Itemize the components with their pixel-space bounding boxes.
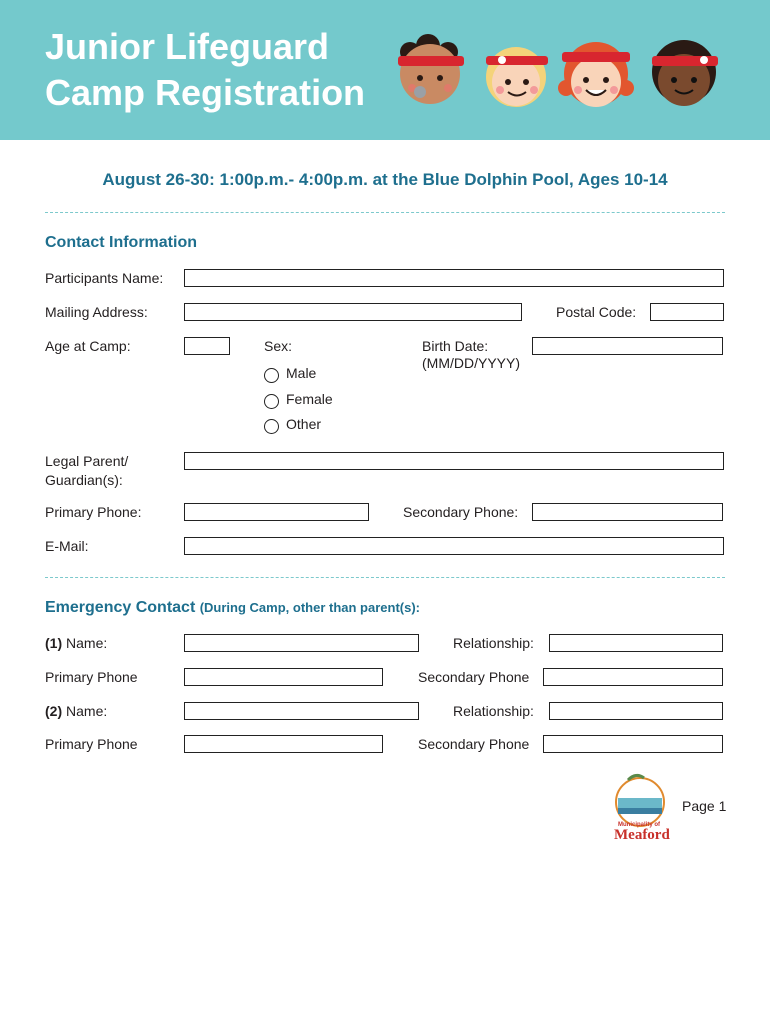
age-field[interactable]: [184, 337, 230, 355]
emergency-2-secondary-phone-label: Secondary Phone: [418, 736, 530, 752]
kid-face-2-icon: [486, 47, 548, 107]
secondary-phone-label: Secondary Phone:: [403, 504, 519, 520]
email-field[interactable]: [184, 537, 724, 555]
mailing-address-label: Mailing Address:: [45, 304, 148, 320]
sex-other-radio[interactable]: [264, 419, 279, 434]
postal-code-label: Postal Code:: [556, 304, 637, 320]
sex-male-radio[interactable]: [264, 368, 279, 383]
emergency-1-name-field[interactable]: [184, 634, 419, 652]
lifeguard-kids-illustration-icon: [386, 22, 726, 112]
contact-section-heading: Contact Information: [45, 234, 197, 251]
emergency-1-name-text: Name:: [62, 635, 108, 651]
emergency-1-secondary-phone-label: Secondary Phone: [418, 669, 530, 685]
header-banner: [0, 0, 770, 140]
email-label: E-Mail:: [45, 538, 89, 554]
sex-other-label: Other: [286, 416, 322, 432]
emergency-1-relationship-label: Relationship:: [453, 635, 534, 651]
guardian-label-line-1: Legal Parent/: [45, 453, 129, 469]
emergency-1-primary-phone-field[interactable]: [184, 668, 383, 686]
age-label: Age at Camp:: [45, 338, 131, 354]
guardian-label-line-2: Guardian(s):: [45, 472, 123, 488]
emergency-1-relationship-field[interactable]: [549, 634, 723, 652]
divider: [45, 212, 725, 213]
emergency-1-number: (1): [45, 635, 63, 651]
emergency-2-name-text: Name:: [62, 703, 108, 719]
emergency-2-relationship-field[interactable]: [549, 702, 723, 720]
primary-phone-field[interactable]: [184, 503, 369, 521]
page-title: [45, 24, 365, 116]
camp-details: August 26-30: 1:00p.m.- 4:00p.m. at the Blue Dolphin Pool, Ages 10-14: [102, 170, 668, 189]
birth-date-field[interactable]: [532, 337, 723, 355]
emergency-heading-note: (During Camp, other than parent(s):: [199, 600, 420, 615]
emergency-2-number: (2): [45, 703, 63, 719]
participant-name-field[interactable]: [184, 269, 724, 287]
title-line-2: Camp Registration: [45, 72, 366, 113]
title-line-1: Junior Lifeguard: [45, 26, 330, 67]
participant-name-label: Participants Name:: [45, 270, 164, 286]
emergency-1-primary-phone-label: Primary Phone: [45, 669, 138, 685]
emergency-1-secondary-phone-field[interactable]: [543, 668, 723, 686]
logo-line-1: Municipality of: [618, 822, 660, 828]
birth-date-label: Birth Date:: [422, 338, 489, 354]
kid-face-1-icon: [398, 34, 464, 104]
sex-label: Sex:: [264, 338, 293, 354]
sex-female-radio[interactable]: [264, 394, 279, 409]
divider: [45, 577, 725, 578]
sex-female-label: Female: [286, 391, 333, 407]
emergency-heading-text: Emergency Contact: [45, 599, 196, 616]
kid-face-3-icon: [558, 42, 634, 107]
emergency-2-secondary-phone-field[interactable]: [543, 735, 723, 753]
guardian-field[interactable]: [184, 452, 724, 470]
sex-male-label: Male: [286, 365, 317, 381]
birth-date-format: (MM/DD/YYYY): [422, 355, 520, 371]
emergency-2-primary-phone-label: Primary Phone: [45, 736, 138, 752]
emergency-1-name-label: [45, 634, 107, 653]
secondary-phone-field[interactable]: [532, 503, 723, 521]
guardian-label: [45, 452, 128, 490]
emergency-2-relationship-label: Relationship:: [453, 703, 534, 719]
emergency-2-name-label: [45, 702, 107, 721]
page-number: Page 1: [682, 798, 727, 814]
postal-code-field[interactable]: [650, 303, 724, 321]
emergency-2-name-field[interactable]: [184, 702, 419, 720]
kid-face-4-icon: [652, 40, 718, 106]
emergency-section-heading: [45, 599, 420, 617]
logo-line-2: Meaford: [614, 827, 670, 842]
mailing-address-field[interactable]: [184, 303, 522, 321]
primary-phone-label: Primary Phone:: [45, 504, 142, 520]
emergency-2-primary-phone-field[interactable]: [184, 735, 383, 753]
